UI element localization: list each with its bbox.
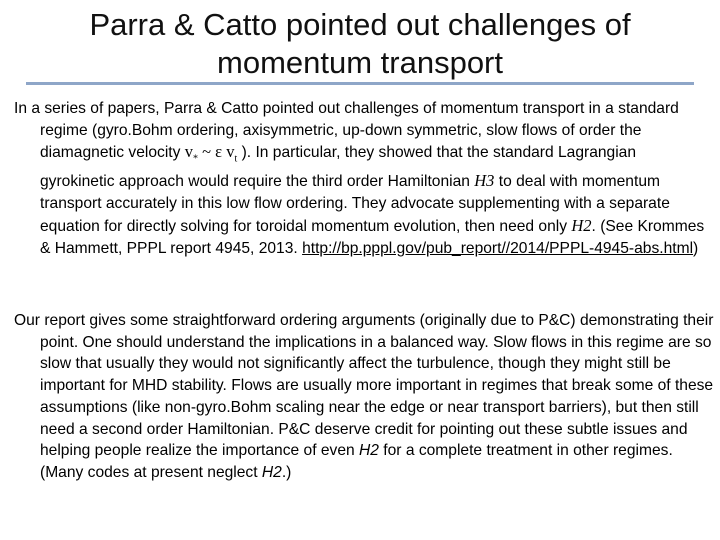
v-t-symbol: $v_t$ <box>226 142 238 165</box>
p2-text-2: for a complete treatment in other regimes. (Many codes at present neglect <box>40 442 673 481</box>
h2-symbol: H2 <box>571 215 592 235</box>
p1-text-5: ) <box>693 239 699 257</box>
title-line-1: Parra & Catto pointed out challenges of <box>89 7 631 42</box>
title-line-2: momentum transport <box>217 45 503 80</box>
v-star-symbol: $v_*$ <box>184 142 198 165</box>
h2-symbol-a: H2 <box>359 442 379 460</box>
paragraph-1 <box>14 98 714 259</box>
sim-epsilon: ~ ε <box>198 142 227 162</box>
p1-text-3: to deal with momentum transport accurately in this low flow ordering. They advocate supplementing with a separate equation for directly solving for toroidal momentum evolution, then need only <box>40 173 670 235</box>
slide-title <box>0 6 720 82</box>
p2-text-1: Our report gives some straightforward ordering arguments (originally due to P&C) demonstrating their point. One should understand the implications in a balanced way. Slow flows in this regime are so slow that usually they would not significantly affect the turbulence, though they might still be important for MHD stability. Flows are usually more important in regimes that break some of these assumptions (like non-gyro.Bohm scaling near the edge or near transport barriers), but then still need a second order Hamiltonian. P&C deserve credit for pointing out these subtle issues and helping people realize the importance of even <box>14 312 714 460</box>
h2-symbol-b: H2 <box>261 463 282 481</box>
p1-text-1: In a series of papers, Parra & Catto pointed out challenges of momentum transport in a standard regime (gyro.Bohm ordering, axisymmetric, up-down symmetric, slow flows of order the diamagnetic velocity <box>14 100 679 162</box>
p1-text-2: ). In particular, they showed that the standard Lagrangian gyrokinetic approach would require the third order Hamiltonian <box>40 144 637 191</box>
p2-text-3: .) <box>281 463 292 481</box>
pppl-report-link[interactable]: http://bp.pppl.gov/pub_report//2014/PPPL-4945-abs.html <box>302 239 694 257</box>
title-divider <box>26 82 694 85</box>
h3-symbol: H3 <box>474 171 495 191</box>
p1-text-4: . (See Krommes & Hammett, PPPL report 4945, 2013. <box>40 217 705 257</box>
paragraph-2 <box>14 310 714 484</box>
